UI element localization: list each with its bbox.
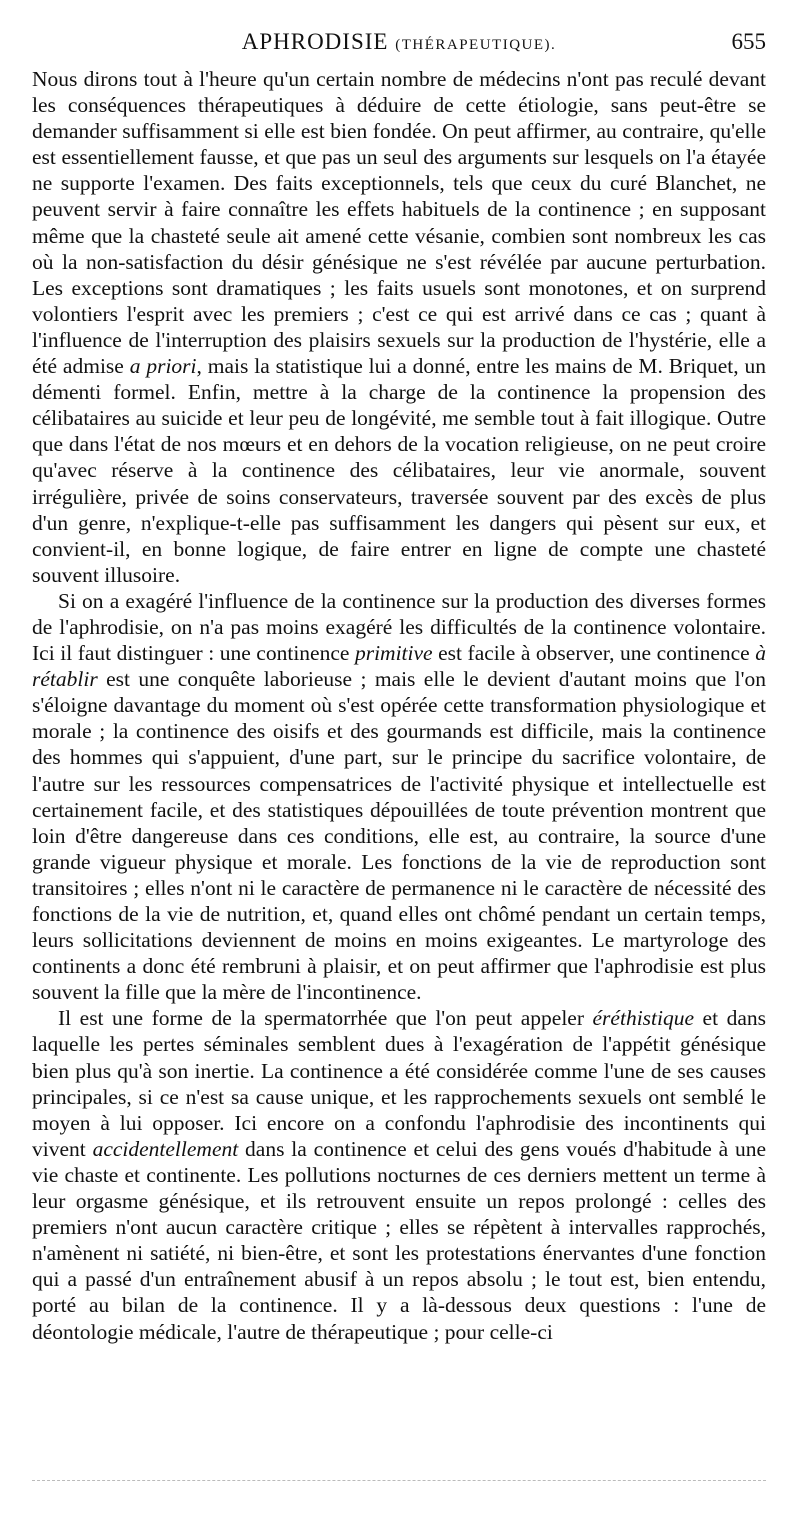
paragraph [32, 588, 766, 1006]
running-header [32, 24, 766, 60]
text-run: est facile à observer, une continence [432, 641, 756, 666]
header-title: APHRODISIE [241, 29, 389, 54]
page-number: 655 [731, 29, 766, 54]
paragraph [32, 1005, 766, 1344]
header-subtitle: (THÉRAPEUTIQUE). [395, 37, 557, 53]
paragraph [32, 66, 766, 588]
text-run: , mais la statistique lui a donné, entre les mains de M. Briquet, un démenti formel. Enfin, mettre à la charge de la continence la propension des célibataires au suicide et leur peu de longévité, me semble tout à fait illogique. Outre que dans l'état de nos mœurs et en dehors de la vocation religieuse, on ne peut croire qu'avec réserve à la continence des célibataires, leur vie anormale, souvent irrégulière, privée de soins conservateurs, traversée souvent par des excès de plus d'un genre, n'explique-t-elle pas suffisamment les dangers qui pèsent sur eux, et convient-il, en bonne logique, de faire entrer en ligne de compte une chasteté souvent illusoire. [32, 354, 766, 587]
text-run: Si on a exagéré l'influence de la continence sur la production des diverses formes de l'aphrodisie, on n'a pas moins exagéré les difficultés de la continence volontaire. Ici il faut distinguer : une continence [32, 588, 766, 666]
text-run: est une conquête laborieuse ; mais elle le devient d'autant moins que l'on s'éloigne davantage du moment où s'est opérée cette transformation physiologique et morale ; la continence des oisifs et des gourmands est difficile, mais la continence des hommes qui s'appuient, d'une part, sur le principe du sacrifice volontaire, de l'autre sur les ressources compensatrices de l'activité physique et intellectuelle est certainement facile, et des statistiques dépouillées de toute prévention montrent que loin d'être dangereuse dans ces conditions, elle est, au contraire, la source d'une grande vigueur physique et morale. Les fonctions de la vie de reproduction sont transitoires ; elles n'ont ni le caractère de permanence ni le caractère de nécessité des fonctions de la vie de nutrition, et, quand elles ont chômé pendant un certain temps, leurs sollicitations deviennent de moins en moins exigeantes. Le martyrologe des continents a donc été rembruni à plaisir, et on peut affirmer que l'aphrodisie est plus souvent la fille que la mère de l'incontinence. [32, 667, 766, 1005]
italic-text: à rétablir [32, 641, 766, 692]
text-run: et dans laquelle les pertes séminales semblent dues à l'exagération de l'appétit génésique bien plus qu'à son inertie. La continence a été considérée comme l'une de ses causes principales, si ce n'est sa cause unique, et les rapprochements sexuels ont semblé le moyen à lui opposer. Ici encore on a confondu l'aphrodisie des incontinents qui vivent [32, 1006, 766, 1161]
text-run: Il est une forme de la spermatorrhée que l'on peut appeler [58, 1006, 593, 1031]
text-run: dans la continence et celui des gens voués d'habitude à une vie chaste et continente. Les pollutions nocturnes de ces derniers mettent un terme à leur orgasme génésique, et ils retrouvent ensuite un repos prolongé : celles des premiers n'ont aucun caractère critique ; elles se répètent à intervalles rapprochés, n'amènent ni satiété, ni bien-être, et sont les protestations énervantes d'une fonction qui a passé d'un entraînement abusif à un repos absolu ; le tout est, bien entendu, porté au bilan de la continence. Il y a là-dessous deux questions : l'une de déontologie médicale, l'autre de thérapeutique ; pour celle-ci [32, 1136, 766, 1344]
italic-text: primitive [354, 641, 433, 666]
italic-text: accidentellement [92, 1136, 239, 1161]
running-title [32, 24, 766, 63]
italic-text: éréthistique [592, 1006, 695, 1031]
body-text [32, 66, 766, 1345]
footer-rule [32, 1480, 766, 1481]
text-run: Nous dirons tout à l'heure qu'un certain nombre de médecins n'ont pas reculé devant les conséquences thérapeutiques à déduire de cette étiologie, sans peut-être se demander suffisamment si elle est bien fondée. On peut affirmer, au contraire, qu'elle est essentiellement fausse, et que pas un seul des arguments sur lesquels on l'a étayée ne supporte l'examen. Des faits exceptionnels, tels que ceux du curé Blanchet, ne peuvent servir à faire connaître les effets habituels de la continence ; en supposant même que la chasteté seule ait amené cette vésanie, combien sont nombreux les cas où la non-satisfaction du désir génésique ne s'est révélée par aucune perturbation. Les exceptions sont dramatiques ; les faits usuels sont monotones, et on surprend volontiers l'esprit avec les premiers ; c'est ce qui est arrivé dans ce cas ; quant à l'influence de l'interruption des plaisirs sexuels sur la production de l'hystérie, elle a été admise [32, 67, 766, 379]
italic-text: a priori [129, 354, 197, 379]
